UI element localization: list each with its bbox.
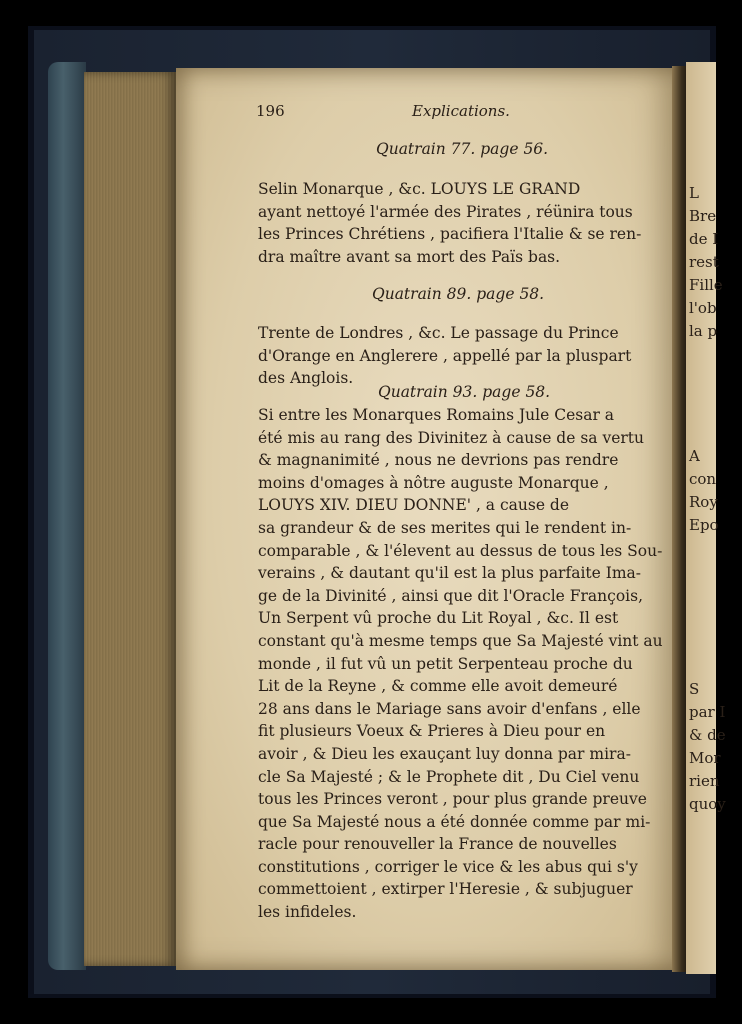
text-line: verains , & dautant qu'il est la plus parfaite Ima- bbox=[258, 564, 642, 583]
facing-fragment: de I bbox=[689, 230, 719, 248]
text-line: les infideles. bbox=[258, 903, 357, 922]
facing-fragment: Fille bbox=[689, 276, 723, 294]
text-line: ayant nettoyé l'armée des Pirates , réünira tous bbox=[258, 202, 633, 221]
text-line: Un Serpent vû proche du Lit Royal , &c. Il est bbox=[258, 609, 619, 628]
text-line: & magnanimité , nous ne devrions pas rendre bbox=[258, 451, 619, 470]
text-line: que Sa Majesté nous a été donnée comme par mi- bbox=[258, 812, 651, 831]
text-line: tous les Princes veront , pour plus grande preuve bbox=[258, 790, 647, 809]
text-line: constitutions , corriger le vice & les abus qui s'y bbox=[258, 857, 638, 876]
facing-fragment: rien bbox=[689, 772, 720, 790]
text-line: comparable , & l'élevent au dessus de tous les Sou- bbox=[258, 541, 663, 560]
facing-fragment: Epo bbox=[689, 516, 719, 534]
text-line: commettoient , extirper l'Heresie , & subjuguer bbox=[258, 880, 633, 899]
text-line: 28 ans dans le Mariage sans avoir d'enfans , elle bbox=[258, 699, 641, 718]
text-line: moins d'omages à nôtre auguste Monarque , bbox=[258, 473, 609, 492]
text-line: fit plusieurs Voeux & Prieres à Dieu pour en bbox=[258, 722, 606, 741]
facing-fragment: S bbox=[689, 680, 700, 698]
facing-fragment: l'ob bbox=[689, 299, 717, 317]
explanation-paragraph bbox=[258, 178, 666, 268]
book-cover-edge bbox=[48, 62, 86, 970]
text-line: sa grandeur & de ses merites qui le rendent in- bbox=[258, 518, 632, 537]
facing-page bbox=[686, 62, 726, 974]
explanation-paragraph bbox=[258, 404, 666, 924]
facing-fragment: la p bbox=[689, 322, 718, 340]
facing-fragment: A bbox=[689, 447, 700, 465]
facing-fragment: Mor bbox=[689, 749, 721, 767]
text-line: cle Sa Majesté ; & le Prophete dit , Du Ciel venu bbox=[258, 767, 640, 786]
text-line: Si entre les Monarques Romains Jule Cesar a bbox=[258, 406, 615, 424]
text-line: avoir , & Dieu les exauçant luy donna par mira- bbox=[258, 744, 631, 763]
facing-fragment: rest bbox=[689, 253, 719, 271]
text-line: Lit de la Reyne , & comme elle avoit demeuré bbox=[258, 677, 618, 696]
explanation-paragraph bbox=[258, 322, 666, 390]
quatrain-heading: Quatrain 89. page 58. bbox=[372, 285, 545, 303]
facing-fragment: & de bbox=[689, 726, 726, 744]
running-header bbox=[256, 102, 670, 124]
text-line: dra maître avant sa mort des Païs bas. bbox=[258, 247, 561, 266]
text-line: Trente de Londres , &c. Le passage du Prince bbox=[258, 324, 619, 342]
quatrain-heading: Quatrain 93. page 58. bbox=[378, 383, 551, 401]
text-line: racle pour renouveller la France de nouvelles bbox=[258, 835, 617, 854]
page-edges bbox=[84, 72, 176, 966]
facing-fragment: par I bbox=[689, 703, 726, 721]
text-line: constant qu'à mesme temps que Sa Majesté vint au bbox=[258, 631, 663, 650]
facing-fragment: L bbox=[689, 184, 699, 202]
running-title: Explications. bbox=[412, 102, 510, 120]
page-number: 196 bbox=[256, 102, 285, 120]
text-line: ge de la Divinité , ainsi que dit l'Oracle François, bbox=[258, 586, 644, 605]
text-line: les Princes Chrétiens , pacifiera l'Italie & se ren- bbox=[258, 225, 642, 244]
facing-fragment: con bbox=[689, 470, 717, 488]
text-line: des Anglois. bbox=[258, 369, 354, 388]
text-line: d'Orange en Anglerere , appellé par la pluspart bbox=[258, 346, 632, 365]
facing-fragment: quoy bbox=[689, 795, 726, 813]
facing-fragment: Roy bbox=[689, 493, 718, 511]
text-line: LOUYS XIV. DIEU DONNE' , a cause de bbox=[258, 496, 570, 515]
text-line: Selin Monarque , &c. LOUYS LE GRAND bbox=[258, 180, 581, 198]
quatrain-heading: Quatrain 77. page 56. bbox=[376, 140, 549, 158]
text-line: monde , il fut vû un petit Serpenteau proche du bbox=[258, 654, 633, 673]
facing-fragment: Bre bbox=[689, 207, 717, 225]
text-line: été mis au rang des Divinitez à cause de sa vertu bbox=[258, 428, 645, 447]
